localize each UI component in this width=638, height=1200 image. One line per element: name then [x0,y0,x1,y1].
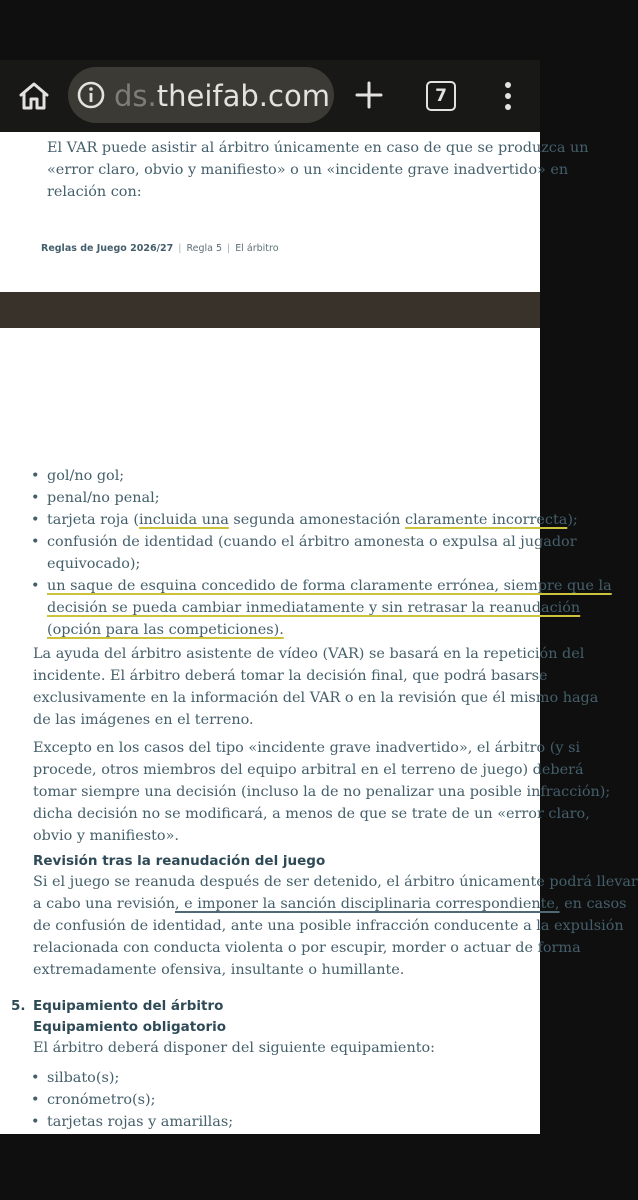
section-title: Equipamiento del árbitro [33,998,224,1014]
review-heading: Revisión tras la reanudación del juego [33,853,326,869]
footer-section: El árbitro [235,243,279,254]
equipment-intro: El árbitro deberá disponer del siguiente equipamiento: [33,1040,436,1056]
home-icon[interactable] [18,81,50,111]
review-paragraph: Si el juego se reanuda después de ser detenido, el árbitro únicamente podrá llevar a cabo una revisión, e imponer la sanción disciplinaria correspondiente, en casos de confusión de identidad, ante una posible infracción conducente a la expulsión relacionada con conducta violenta o por escupir, morder o actuar de forma extremadamente ofensiva, insultante o humillante. [33,874,638,978]
section-number: 5. [11,998,26,1014]
section-subtitle: Equipamiento obligatorio [33,1019,227,1035]
footer-rule: Regla 5 [186,243,223,254]
footer-title: Reglas de Juego 2026/27 [41,243,174,254]
var-assistance-paragraph: La ayuda del árbitro asistente de vídeo (VAR) se basará en la repetición del incidente. El árbitro deberá tomar la decisión final, que podrá basarse exclusivamente en la información del VAR o en la revisión que él mismo haga de las imágenes en el terreno. [33,646,599,728]
list-item: • tarjetas rojas y amarillas; [28,1111,233,1133]
tab-count-button[interactable]: 7 [426,81,456,111]
url-faded: ds. [114,79,157,113]
page-divider [0,292,540,328]
exception-paragraph: Excepto en los casos del tipo «incidente grave inadvertido», el árbitro (y si procede, otros miembros del equipo arbitral en el terreno de juego) deberá tomar siempre una decisión (incluso la de no penalizar una posible infracción); dicha decisión no se modificará, a menos de que se trate de un «error claro, obvio y manifiesto». [33,740,611,844]
navigation-bar [0,1134,540,1200]
more-options-icon[interactable] [496,81,520,111]
list-item: • penal/no penal; [28,487,612,509]
url-text[interactable] [114,76,332,116]
status-bar [0,0,540,60]
equipment-list [28,1067,233,1133]
list-item-highlighted: • un saque de esquina concedido de forma claramente errónea, siempre que la [28,575,612,597]
list-item: • gol/no gol; [28,465,612,487]
new-tab-icon[interactable] [354,80,384,110]
list-item: • confusión de identidad (cuando el árbitro amonesta o expulsa al jugador [28,531,612,553]
url-domain: theifab.com [156,79,330,113]
info-icon[interactable] [76,80,106,110]
list-item: • tarjeta roja (incluida una segunda amonestación claramente incorrecta); [28,509,612,531]
page-footer: Reglas de Juego 2026/27 | Regla 5 | El árbitro [41,243,279,254]
var-situations-list: • gol/no gol; • penal/no penal; • tarjeta roja (incluida una segunda amonestación claramente incorrecta); • confusión de identidad (cuando el árbitro amonesta o expulsa al jugador equivocado); • un saque de esquina concedido de forma claramente errónea, siempre que la decisión se pueda cambiar inmediatamente y sin retrasar la reanudación (opción para las competiciones). [28,465,612,641]
list-item: • cronómetro(s); [28,1089,233,1111]
intro-paragraph: El VAR puede asistir al árbitro únicamente en caso de que se produzca un «error claro, obvio y manifiesto» o un «incidente grave inadvertido» en relación con: [47,140,589,200]
list-item: • silbato(s); [28,1067,233,1089]
